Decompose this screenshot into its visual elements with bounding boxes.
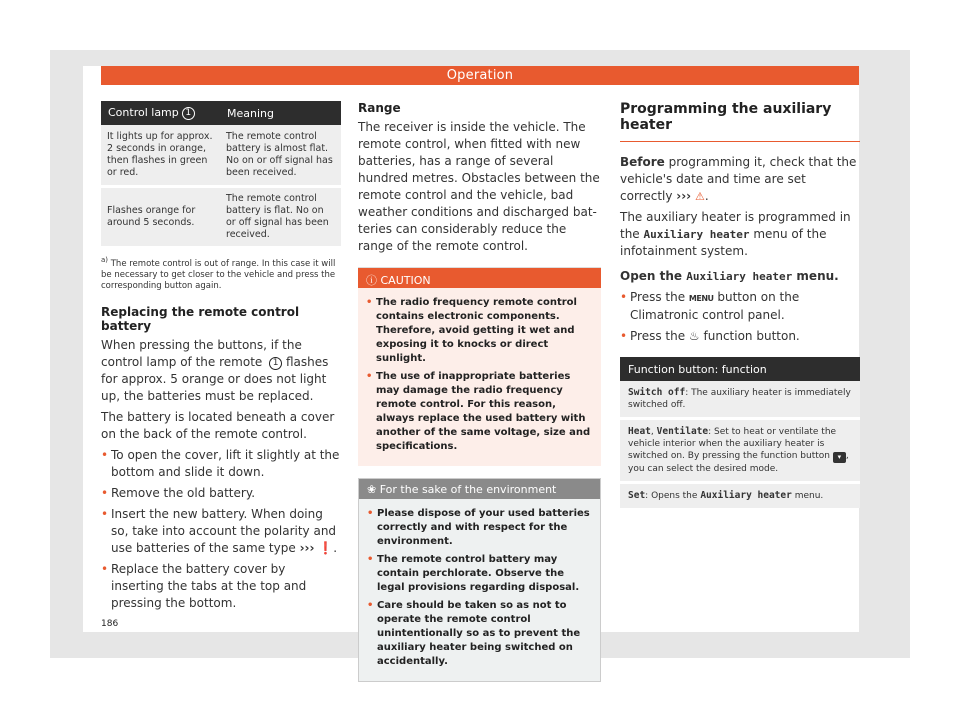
battery-paragraph-1: When pressing the buttons, if the control lamp of the remote 1 flashes for approx. 5 orange or does not light up, the batteries must be replaced. bbox=[101, 337, 329, 403]
cross-reference: ››› bbox=[299, 540, 315, 555]
programming-intro: Before programming it, check that the vehicle's date and time are set correctly ››› ⚠. bbox=[620, 155, 857, 203]
environment-box bbox=[358, 478, 601, 682]
table-header-control-lamp: Control lamp 1 bbox=[101, 101, 220, 125]
dropdown-button-icon: ▾ bbox=[833, 452, 846, 463]
environment-item: • Care should be taken so as not to operate the remote control unintentionally so as to prevent the auxiliary heater being switched on accidentally. bbox=[367, 599, 592, 669]
battery-step-2: • Remove the old battery. bbox=[101, 485, 341, 502]
table-row bbox=[620, 484, 860, 508]
menu-icon: MENU bbox=[688, 294, 714, 303]
battery-step-4: • Replace the battery cover by inserting the tabs at the top and pressing the bottom. bbox=[101, 561, 341, 612]
environment-item: • The remote control battery may contain perchlorate. Observe the legal provisions regarding disposal. bbox=[367, 553, 592, 595]
battery-step-1: • To open the cover, lift it slightly at the bottom and slide it down. bbox=[101, 447, 341, 481]
environment-item: • Please dispose of your used batteries correctly and with respect for the environment. bbox=[367, 507, 592, 549]
table-row bbox=[620, 381, 860, 417]
callout-number: 1 bbox=[182, 107, 195, 120]
open-menu-heading: Open the Auxiliary heater menu. bbox=[620, 269, 839, 283]
column-left bbox=[101, 101, 341, 616]
battery-paragraph-2: The battery is located beneath a cover on the back of the remote control. bbox=[101, 409, 335, 441]
cross-reference: ››› bbox=[676, 189, 692, 203]
programming-paragraph: The auxiliary heater is programmed in the Auxiliary heater menu of the infotainment system. bbox=[620, 210, 851, 258]
table-row bbox=[101, 125, 341, 185]
range-heading: Range bbox=[358, 101, 401, 115]
function-table-header: Function button: function bbox=[620, 357, 860, 381]
warning-icon: ⚠ bbox=[694, 190, 705, 203]
column-middle bbox=[358, 101, 601, 682]
caution-body bbox=[358, 288, 601, 466]
info-icon: ❗ bbox=[318, 540, 334, 555]
table-row bbox=[101, 188, 341, 246]
table-footnote: $^{a)}$ The remote control is out of range. In this case it will be necessary to get closer to the vehicle and press the corresponding button again. bbox=[101, 256, 336, 291]
table-cell-lamp: Flashes orange for around 5 seconds. bbox=[101, 188, 220, 246]
table-header-meaning: Meaning bbox=[220, 101, 341, 125]
table-cell-meaning: The remote control battery is almost flat. No on or off signal has been received. bbox=[220, 125, 341, 185]
function-set: Set: Opens the Auxiliary heater menu. bbox=[620, 484, 860, 508]
caution-icon: ⓘ bbox=[366, 274, 377, 287]
section-header: Operation bbox=[101, 66, 859, 85]
battery-heading: Replacing the remote control battery bbox=[101, 304, 300, 333]
callout-number: 1 bbox=[269, 357, 282, 370]
leaf-icon: ❀ bbox=[367, 483, 377, 496]
programming-step-2: • Press the ♨ function button. bbox=[620, 328, 860, 345]
control-lamp-table bbox=[101, 101, 341, 246]
function-switch-off: Switch off: The auxiliary heater is immediately switched off. bbox=[620, 381, 860, 417]
programming-step-1: • Press the MENU button on the Climatronic control panel. bbox=[620, 289, 860, 324]
table-cell-lamp: It lights up for approx. 2 seconds in orange, then flashes in green or red. bbox=[101, 125, 220, 185]
caution-header: ⓘ CAUTION bbox=[358, 268, 601, 288]
page-number: 186 bbox=[101, 619, 119, 629]
range-text: The receiver is inside the vehicle. The remote control, when fitted with new batteries, has a range of several hundred metres. Obstacles between the remote control and the vehicle, bad weather conditions and discharged batteries can considerably reduce the range of the remote control. bbox=[358, 120, 600, 253]
caution-box bbox=[358, 267, 601, 466]
environment-body bbox=[359, 499, 600, 681]
environment-header: ❀ For the sake of the environment bbox=[359, 479, 600, 499]
programming-title: Programming the auxiliary heater bbox=[620, 101, 860, 142]
caution-item: • The radio frequency remote control contains electronic components. Therefore, avoid getting it wet and exposing it to knocks or direct sunlight. bbox=[366, 296, 593, 366]
caution-item: • The use of inappropriate batteries may damage the radio frequency remote control. For this reason, always replace the used battery with another of the same voltage, size and specifications. bbox=[366, 370, 593, 454]
table-row bbox=[620, 420, 860, 481]
function-button-table bbox=[620, 357, 860, 508]
column-right bbox=[620, 101, 860, 508]
table-cell-meaning: The remote control battery is flat. No on or off signal has been received. bbox=[220, 188, 341, 246]
function-heat-ventilate: Heat, Ventilate: Set to heat or ventilate the vehicle interior when the auxiliary heater is switched on. By pressing the function button ▾ , you can select the desired mode. bbox=[620, 420, 860, 481]
heater-icon: ♨ bbox=[688, 329, 700, 343]
battery-step-3: • Insert the new battery. When doing so, take into account the polarity and use batteries of the same type ››› ❗. bbox=[101, 506, 341, 557]
